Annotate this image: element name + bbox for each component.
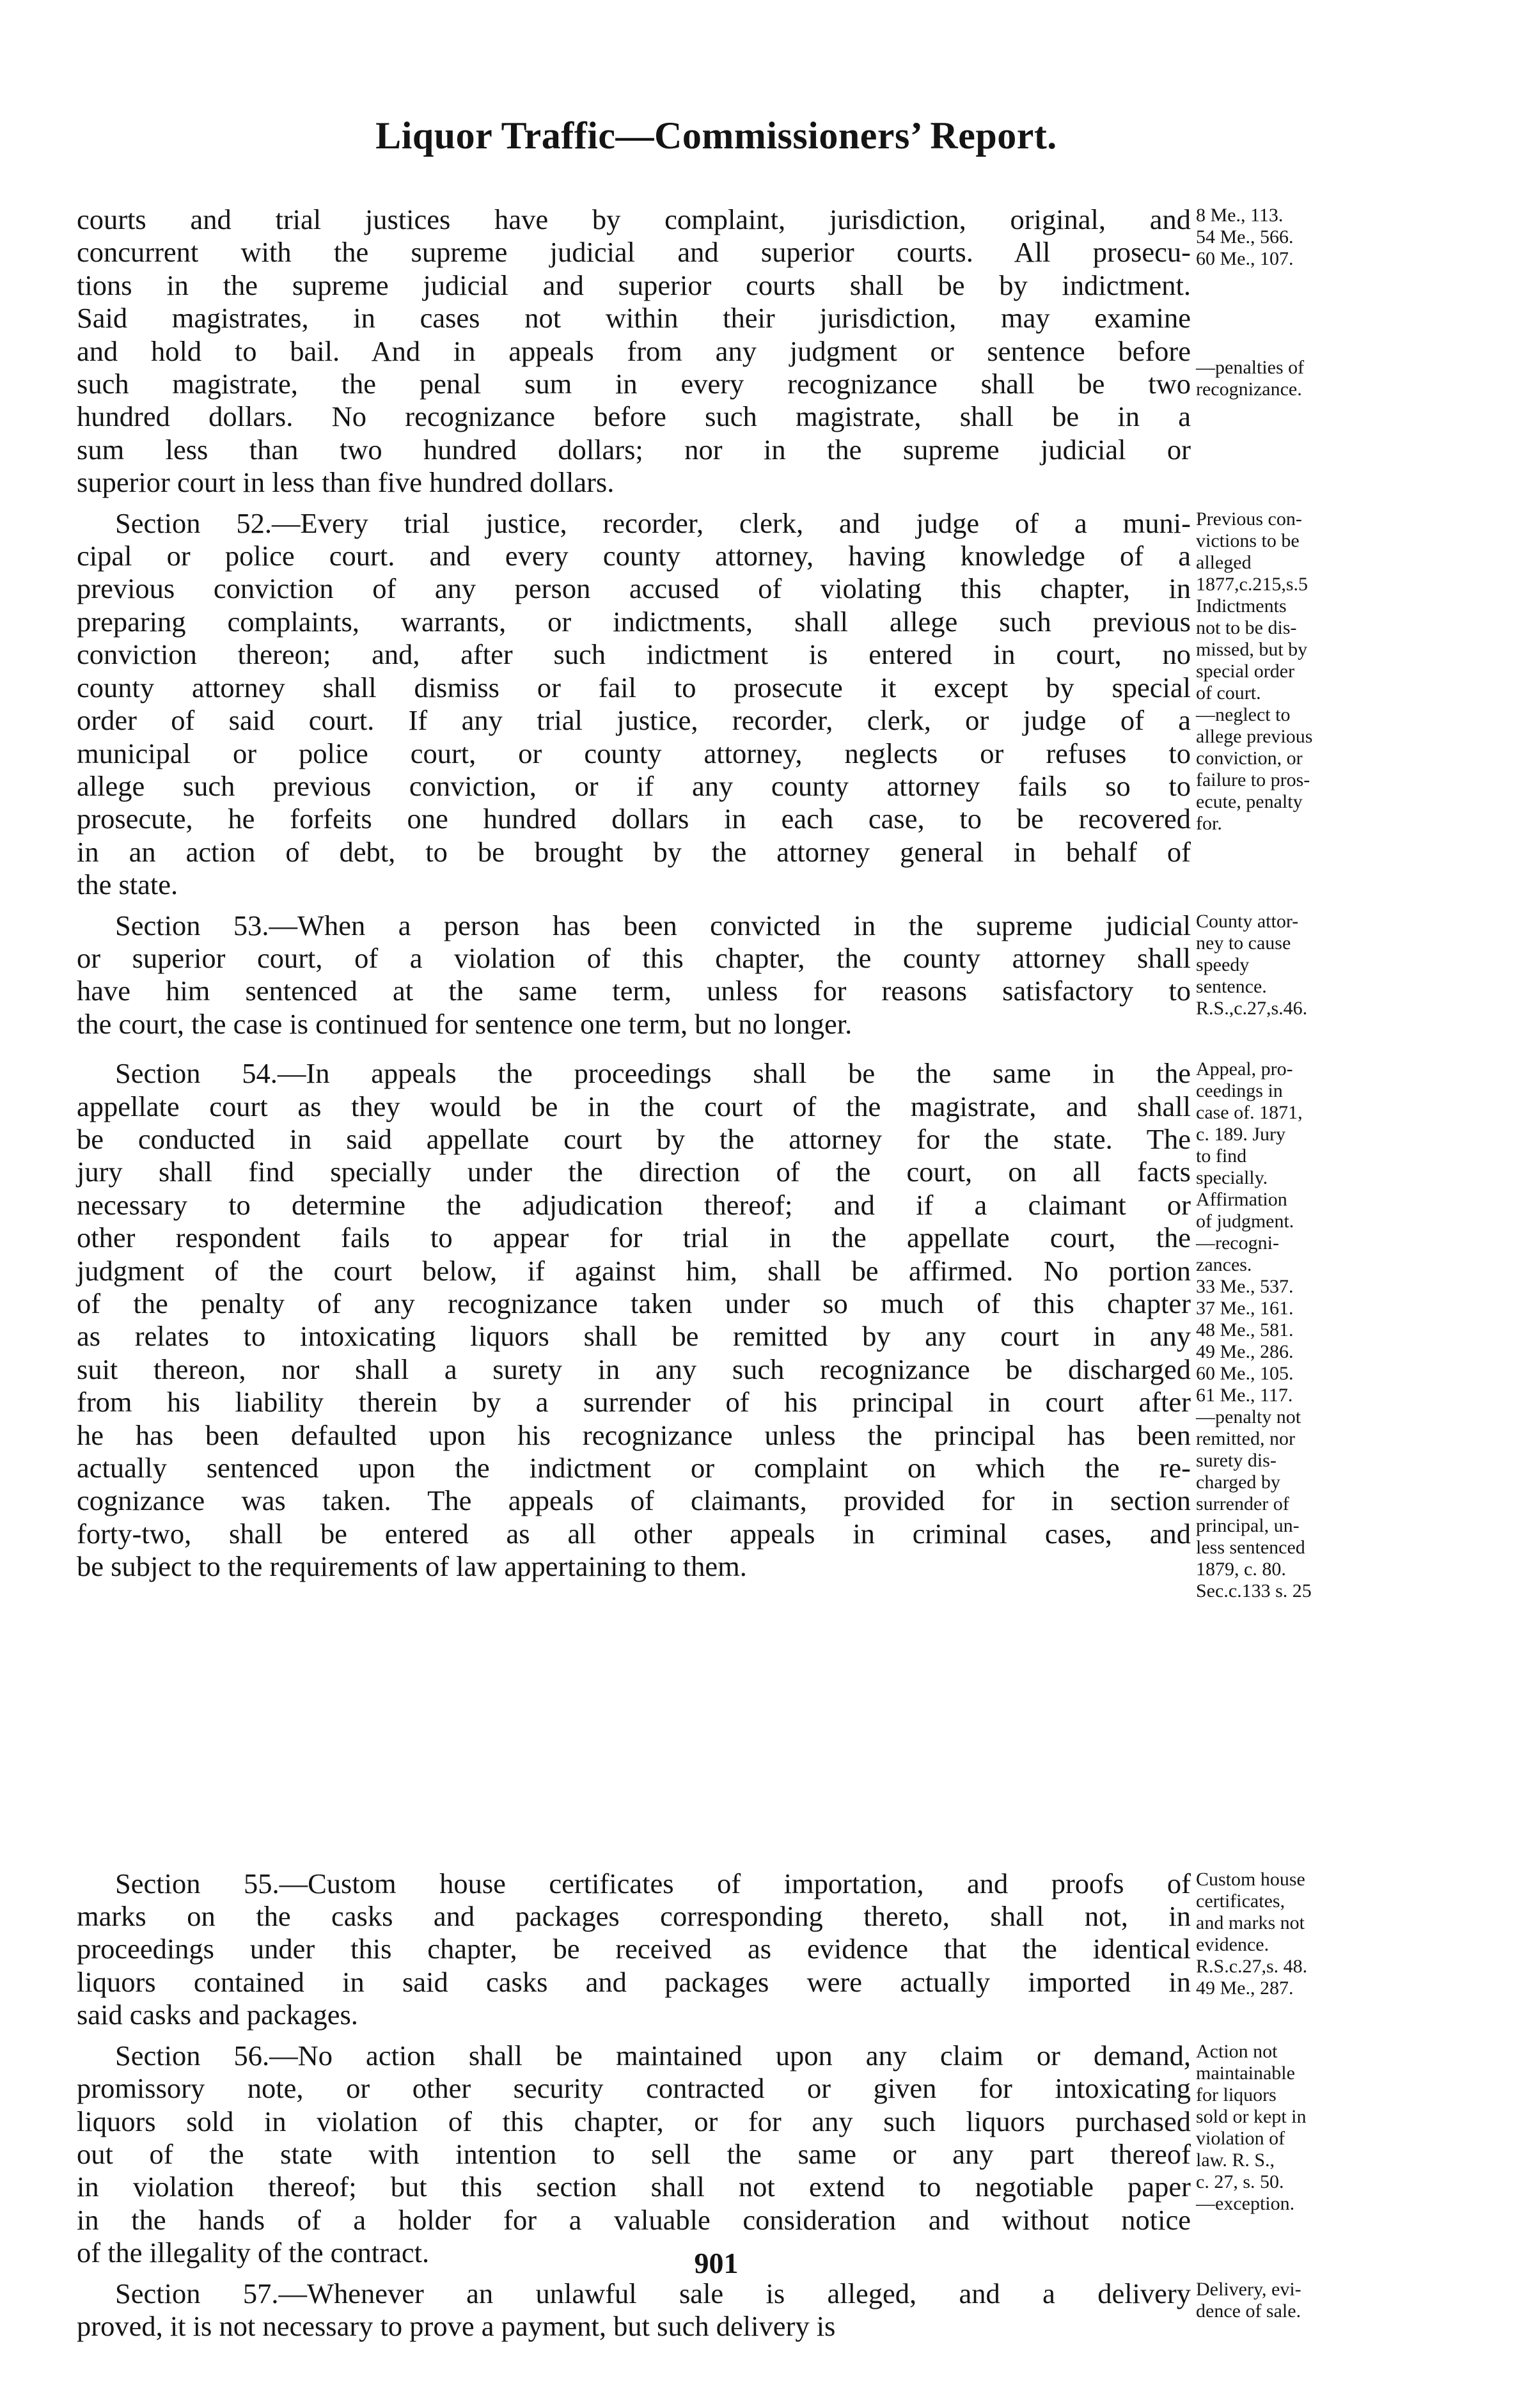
margin-note-line: remitted, nor	[1196, 1428, 1295, 1450]
text-line: jury shall find specially under the direction of the court, on all facts	[77, 1156, 1191, 1188]
margin-note-line: 49 Me., 287.	[1196, 1977, 1294, 1999]
margin-note-line: 60 Me., 107.	[1196, 248, 1294, 269]
section-53	[77, 909, 1407, 1041]
margin-note-line: and marks not	[1196, 1912, 1305, 1933]
text-line: Section 57.—Whenever an unlawful sale is alleged, and a delivery	[115, 2277, 1191, 2309]
margin-note	[1196, 911, 1388, 1019]
margin-note-line: speedy	[1196, 954, 1250, 975]
text-line: liquors sold in violation of this chapter, or for any such liquors purchased	[77, 2105, 1191, 2137]
text-line: the court, the case is continued for sentence one term, but no longer.	[77, 1007, 852, 1040]
margin-note-line: certificates,	[1196, 1890, 1285, 1912]
margin-note-line	[1196, 335, 1388, 357]
text-line: be subject to the requirements of law appertaining to them.	[77, 1550, 747, 1583]
body-text	[77, 1867, 1191, 2032]
margin-note-line: of judgment.	[1196, 1211, 1294, 1232]
text-line: suit thereon, nor shall a surety in any such recognizance be discharged	[77, 1353, 1191, 1385]
margin-note-line: recognizance.	[1196, 379, 1302, 400]
margin-note-line: specially.	[1196, 1167, 1268, 1189]
body-text	[77, 203, 1191, 499]
text-line: be conducted in said appellate court by the attorney for the state. The	[77, 1122, 1191, 1155]
margin-note-line: Appeal, pro-	[1196, 1058, 1293, 1080]
margin-note-line: violation of	[1196, 2127, 1285, 2149]
text-line: actually sentenced upon the indictment or complaint on which the re-	[77, 1452, 1191, 1484]
margin-note-line: allege previous	[1196, 725, 1313, 747]
margin-note-line: 33 Me., 537.	[1196, 1276, 1294, 1298]
text-line: Section 53.—When a person has been convicted in the supreme judicial	[115, 909, 1191, 941]
margin-note-line: County attor-	[1196, 910, 1299, 932]
margin-note-line: alleged	[1196, 551, 1252, 573]
text-line: the state.	[77, 869, 178, 901]
margin-note-line: less sentenced	[1196, 1537, 1305, 1559]
margin-note-line: ceedings in	[1196, 1080, 1283, 1102]
text-line: Section 55.—Custom house certificates of importation, and proofs of	[115, 1867, 1191, 1899]
margin-note-line: Sec.c.133 s. 25	[1196, 1580, 1312, 1602]
margin-note-line: ney to cause	[1196, 932, 1291, 954]
text-line: or superior court, of a violation of this chapter, the county attorney shall	[77, 941, 1191, 974]
text-line: as relates to intoxicating liquors shall be remitted by any court in any	[77, 1320, 1191, 1353]
text-line: and hold to bail. And in appeals from any judgment or sentence before	[77, 334, 1191, 367]
text-line: he has been defaulted upon his recognizance unless the principal has been	[77, 1419, 1191, 1451]
margin-note-line: —penalty not	[1196, 1406, 1301, 1428]
text-line: marks on the casks and packages corresponding thereto, shall not, in	[77, 1900, 1191, 1933]
text-line: have him sentenced at the same term, unless for reasons satisfactory to	[77, 975, 1191, 1007]
text-line: cipal or police court. and every county attorney, having knowledge of a	[77, 540, 1191, 572]
page-number: 901	[694, 2247, 739, 2279]
margin-note-line: case of. 1871,	[1196, 1102, 1303, 1124]
text-line: in violation thereof; but this section shall not extend to negotiable paper	[77, 2171, 1191, 2203]
text-line: sum less than two hundred dollars; nor in the supreme judicial or	[77, 433, 1191, 466]
text-line: Said magistrates, in cases not within their jurisdiction, may examine	[77, 302, 1191, 334]
margin-note	[1196, 2041, 1388, 2215]
text-line: in an action of debt, to be brought by the attorney general in behalf of	[77, 835, 1191, 868]
margin-note-line: Previous con-	[1196, 508, 1302, 530]
margin-note	[1196, 205, 1388, 400]
margin-note-line	[1196, 270, 1388, 292]
text-line: of the illegality of the contract.	[77, 2237, 430, 2269]
text-line: in the hands of a holder for a valuable consideration and without notice	[77, 2203, 1191, 2236]
margin-note-line: R.S.c.27,s. 48.	[1196, 1955, 1308, 1977]
section-56	[77, 2040, 1407, 2270]
text-line: promissory note, or other security contracted or given for intoxicating	[77, 2072, 1191, 2105]
margin-note-line: Custom house	[1196, 1868, 1305, 1890]
text-line: municipal or police court, or county attorney, neglects or refuses to	[77, 737, 1191, 769]
text-line: hundred dollars. No recognizance before such magistrate, shall be in a	[77, 400, 1191, 433]
section-52	[77, 507, 1407, 902]
margin-note-line: of court.	[1196, 682, 1261, 704]
margin-note-line: conviction, or	[1196, 747, 1303, 769]
margin-note-line: zances.	[1196, 1254, 1252, 1276]
margin-note-line: maintainable	[1196, 2062, 1295, 2084]
margin-note-line: for liquors	[1196, 2084, 1277, 2105]
margin-note-line: dence of sale.	[1196, 2300, 1301, 2322]
margin-note-line: ecute, penalty	[1196, 790, 1303, 812]
margin-note-line: 49 Me., 286.	[1196, 1341, 1294, 1363]
margin-note-line: evidence.	[1196, 1933, 1269, 1955]
margin-note	[1196, 2279, 1388, 2322]
text-line: conviction thereon; and, after such indictment is entered in court, no	[77, 638, 1191, 671]
text-line: proceedings under this chapter, be received as evidence that the identical	[77, 1933, 1191, 1965]
margin-note-line: c. 189. Jury	[1196, 1124, 1285, 1145]
margin-note-line: 37 Me., 161.	[1196, 1298, 1294, 1319]
margin-note-line: 54 Me., 566.	[1196, 226, 1294, 248]
text-line: Section 56.—No action shall be maintained upon any claim or demand,	[115, 2039, 1191, 2072]
section-54	[77, 1057, 1407, 1602]
text-line: of the penalty of any recognizance taken under so much of this chapter	[77, 1287, 1191, 1319]
margin-note-line: 1877,c.215,s.5	[1196, 573, 1308, 595]
text-line: said casks and packages.	[77, 1999, 358, 2031]
text-line: from his liability therein by a surrender of his principal in court after	[77, 1386, 1191, 1419]
body-text	[77, 2040, 1191, 2270]
margin-note-line: R.S.,c.27,s.46.	[1196, 997, 1308, 1019]
margin-note-line: sold or kept in	[1196, 2105, 1307, 2127]
margin-note-line: surrender of	[1196, 1493, 1289, 1515]
margin-note-line: 1879, c. 80.	[1196, 1559, 1286, 1580]
text-line: concurrent with the supreme judicial and superior courts. All prosecu-	[77, 236, 1191, 269]
text-line: prosecute, he forfeits one hundred dollars in each case, to be recovered	[77, 803, 1191, 835]
body-text	[77, 1057, 1191, 1584]
margin-note-line: —recogni-	[1196, 1232, 1279, 1254]
section-51-continued	[77, 203, 1407, 499]
margin-note-line: Delivery, evi-	[1196, 2278, 1301, 2300]
margin-note-line: law. R. S.,	[1196, 2149, 1275, 2171]
section-55	[77, 1867, 1407, 2032]
text-line: liquors contained in said casks and packages were actually imported in	[77, 1965, 1191, 1998]
text-line: necessary to determine the adjudication thereof; and if a claimant or	[77, 1188, 1191, 1221]
body-text	[77, 909, 1191, 1041]
margin-note-line: 61 Me., 117.	[1196, 1385, 1293, 1406]
margin-note	[1196, 508, 1388, 835]
margin-note-line	[1196, 313, 1388, 335]
margin-note-line: for.	[1196, 812, 1222, 834]
text-line: such magistrate, the penal sum in every recognizance shall be two	[77, 368, 1191, 400]
margin-note-line: sentence.	[1196, 975, 1267, 997]
text-line: cognizance was taken. The appeals of claimants, provided for in section	[77, 1484, 1191, 1517]
text-line: Section 52.—Every trial justice, recorder, clerk, and judge of a muni-	[115, 507, 1191, 539]
text-line: appellate court as they would be in the court of the magistrate, and shall	[77, 1090, 1191, 1122]
margin-note-line: principal, un-	[1196, 1515, 1300, 1537]
margin-note	[1196, 1058, 1388, 1602]
text-line: preparing complaints, warrants, or indictments, shall allege such previous	[77, 605, 1191, 638]
margin-note-line: missed, but by	[1196, 638, 1308, 660]
margin-note-line: 60 Me., 105.	[1196, 1363, 1294, 1385]
margin-note-line: surety dis-	[1196, 1450, 1277, 1472]
text-line: out of the state with intention to sell the same or any part thereof	[77, 2137, 1191, 2170]
text-line: proved, it is not necessary to prove a payment, but such delivery is	[77, 2309, 836, 2342]
page-body	[77, 203, 1407, 2343]
margin-note-line: Action not	[1196, 2040, 1278, 2062]
margin-note-line: Affirmation	[1196, 1189, 1287, 1211]
text-line: Section 54.—In appeals the proceedings shall be the same in the	[115, 1057, 1191, 1090]
margin-note-line: Indictments	[1196, 595, 1287, 617]
text-line: tions in the supreme judicial and superior courts shall be by indictment.	[77, 269, 1191, 301]
text-line: superior court in less than five hundred dollars.	[77, 466, 615, 499]
margin-note-line: —exception.	[1196, 2192, 1295, 2214]
body-text	[77, 507, 1191, 902]
text-line: courts and trial justices have by complaint, jurisdiction, original, and	[77, 203, 1191, 235]
text-line: county attorney shall dismiss or fail to prosecute it except by special	[77, 671, 1191, 704]
running-head: Liquor Traffic—Commissioners’ Report.	[375, 114, 1057, 157]
section-57	[77, 2277, 1407, 2343]
margin-note-line: to find	[1196, 1145, 1247, 1167]
margin-note-line: c. 27, s. 50.	[1196, 2171, 1284, 2192]
body-text	[77, 2277, 1191, 2343]
text-line: order of said court. If any trial justice, recorder, clerk, or judge of a	[77, 704, 1191, 737]
margin-note-line: —neglect to	[1196, 704, 1291, 725]
text-line: previous conviction of any person accused of violating this chapter, in	[77, 572, 1191, 605]
text-line: allege such previous conviction, or if any county attorney fails so to	[77, 769, 1191, 802]
margin-note-line: 8 Me., 113.	[1196, 205, 1284, 226]
margin-note-line: victions to be	[1196, 530, 1300, 551]
text-line: other respondent fails to appear for trial in the appellate court, the	[77, 1222, 1191, 1254]
margin-note	[1196, 1869, 1388, 1999]
margin-note-line	[1196, 292, 1388, 313]
margin-note-line: —penalties of	[1196, 357, 1305, 378]
text-line: forty-two, shall be entered as all other appeals in criminal cases, and	[77, 1517, 1191, 1550]
margin-note-line: special order	[1196, 660, 1295, 682]
margin-note-line: not to be dis-	[1196, 617, 1297, 638]
margin-note-line: charged by	[1196, 1472, 1280, 1493]
margin-note-line: 48 Me., 581.	[1196, 1319, 1294, 1341]
text-line: judgment of the court below, if against him, shall be affirmed. No portion	[77, 1254, 1191, 1287]
margin-note-line: failure to pros-	[1196, 769, 1310, 790]
